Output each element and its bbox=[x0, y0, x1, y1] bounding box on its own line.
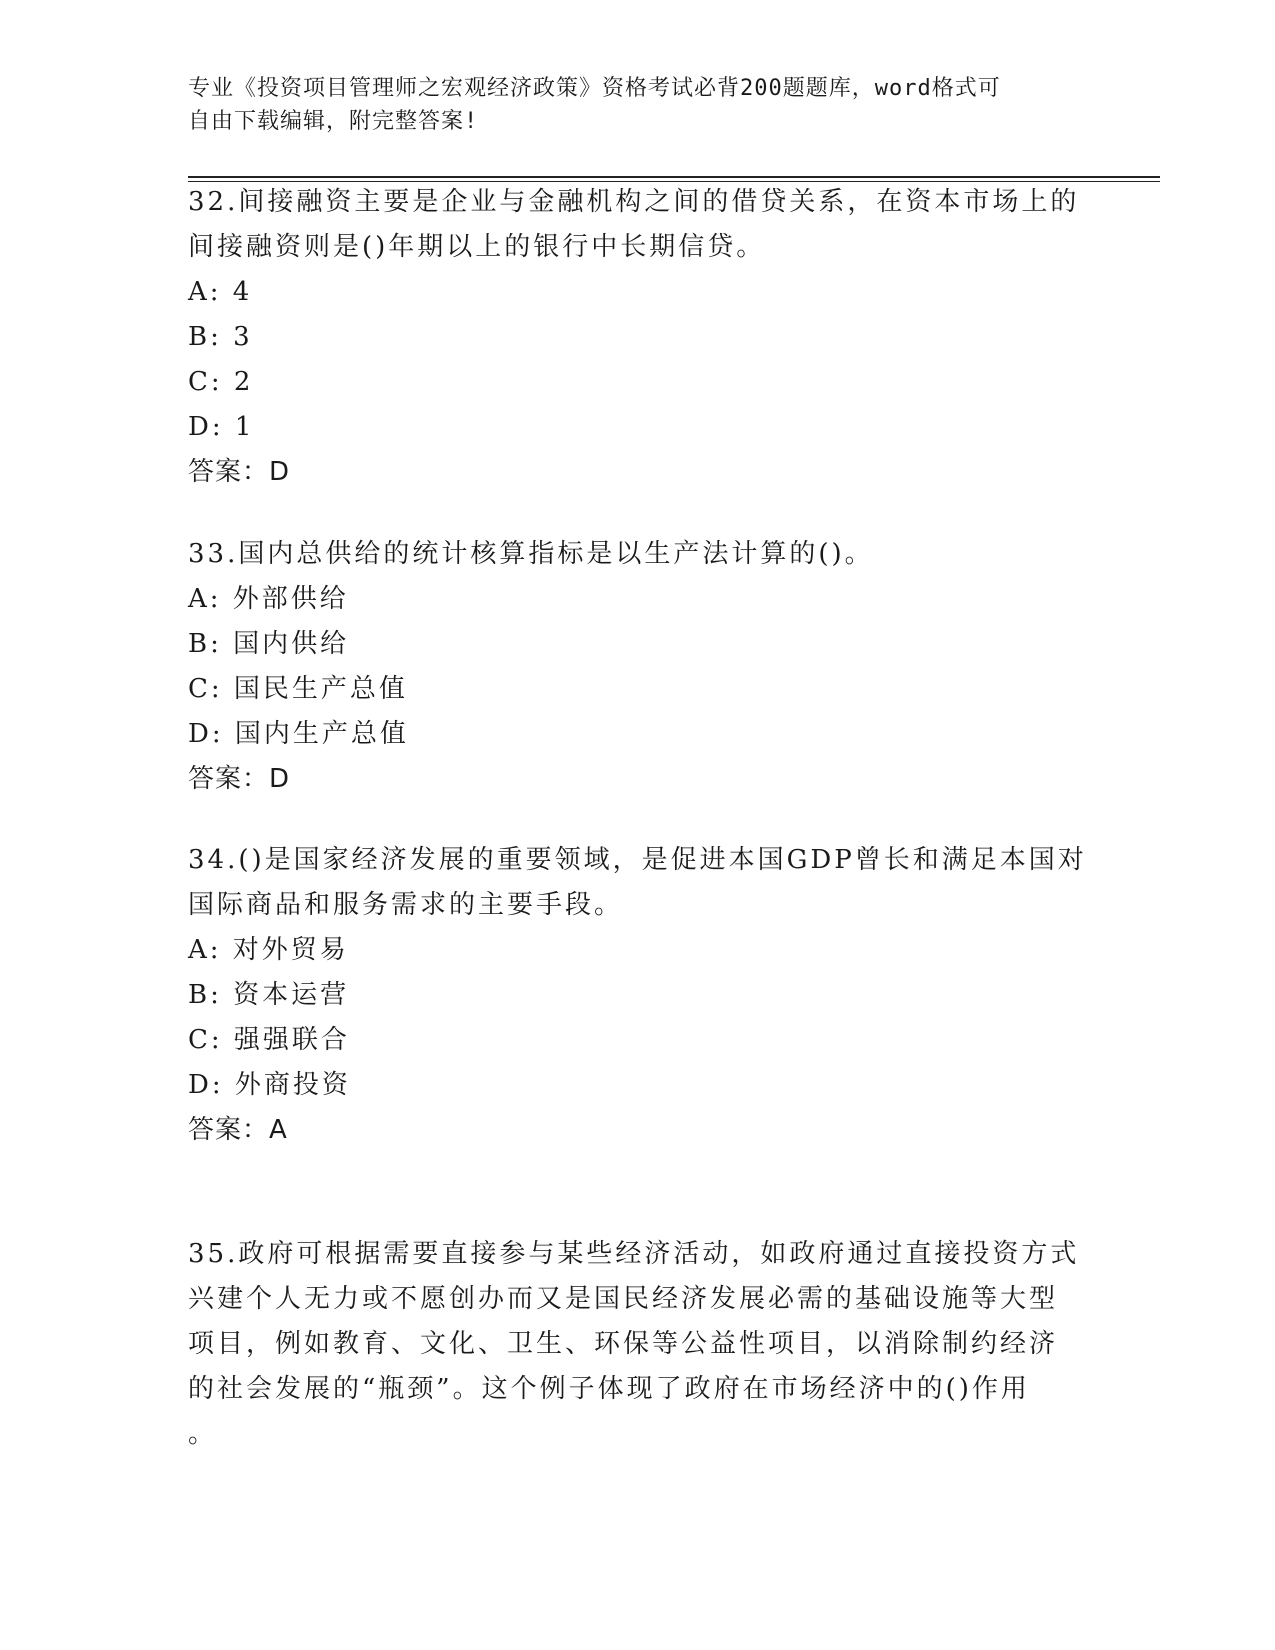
question-stem: 33.国内总供给的统计核算指标是以生产法计算的()。 bbox=[188, 539, 874, 569]
option-c: C: 强强联合 bbox=[188, 1025, 350, 1055]
document-header bbox=[188, 72, 1058, 138]
answer: 答案：D bbox=[188, 764, 291, 794]
option-c: C: 国民生产总值 bbox=[188, 674, 408, 704]
header-line-1: 专业《投资项目管理师之宏观经济政策》资格考试必背200题题库，word格式可 bbox=[188, 76, 1001, 101]
question-stem: 34.()是国家经济发展的重要领域，是促进本国GDP曾长和满足本国对 bbox=[188, 845, 1087, 875]
question-stem: 兴建个人无力或不愿创办而又是国民经济发展必需的基础设施等大型 bbox=[188, 1284, 1059, 1314]
question-33 bbox=[188, 532, 1088, 802]
answer: 答案：A bbox=[188, 1115, 288, 1145]
question-stem: 。 bbox=[188, 1419, 218, 1449]
option-b: B: 资本运营 bbox=[188, 980, 350, 1010]
question-stem: 32.间接融资主要是企业与金融机构之间的借贷关系，在资本市场上的 bbox=[188, 187, 1080, 217]
question-32 bbox=[188, 180, 1088, 495]
answer: 答案：D bbox=[188, 457, 291, 487]
question-stem: 35.政府可根据需要直接参与某些经济活动，如政府通过直接投资方式 bbox=[188, 1239, 1080, 1269]
question-stem: 项目，例如教育、文化、卫生、环保等公益性项目，以消除制约经济 bbox=[188, 1329, 1059, 1359]
option-b: B: 3 bbox=[188, 322, 253, 352]
header-divider-thick bbox=[188, 176, 1160, 178]
option-a: A: 外部供给 bbox=[188, 584, 349, 614]
question-stem: 间接融资则是()年期以上的银行中长期信贷。 bbox=[188, 232, 766, 262]
option-d: D: 国内生产总值 bbox=[188, 719, 409, 749]
option-a: A: 4 bbox=[188, 277, 253, 307]
option-b: B: 国内供给 bbox=[188, 629, 350, 659]
option-d: D: 1 bbox=[188, 412, 255, 442]
option-c: C: 2 bbox=[188, 367, 254, 397]
question-34 bbox=[188, 838, 1088, 1153]
header-line-2: 自由下载编辑，附完整答案! bbox=[188, 109, 479, 134]
option-d: D: 外商投资 bbox=[188, 1070, 351, 1100]
question-stem: 的社会发展的“瓶颈”。这个例子体现了政府在市场经济中的()作用 bbox=[188, 1374, 1030, 1404]
question-stem: 国际商品和服务需求的主要手段。 bbox=[188, 890, 624, 920]
question-35 bbox=[188, 1232, 1088, 1457]
option-a: A: 对外贸易 bbox=[188, 935, 349, 965]
